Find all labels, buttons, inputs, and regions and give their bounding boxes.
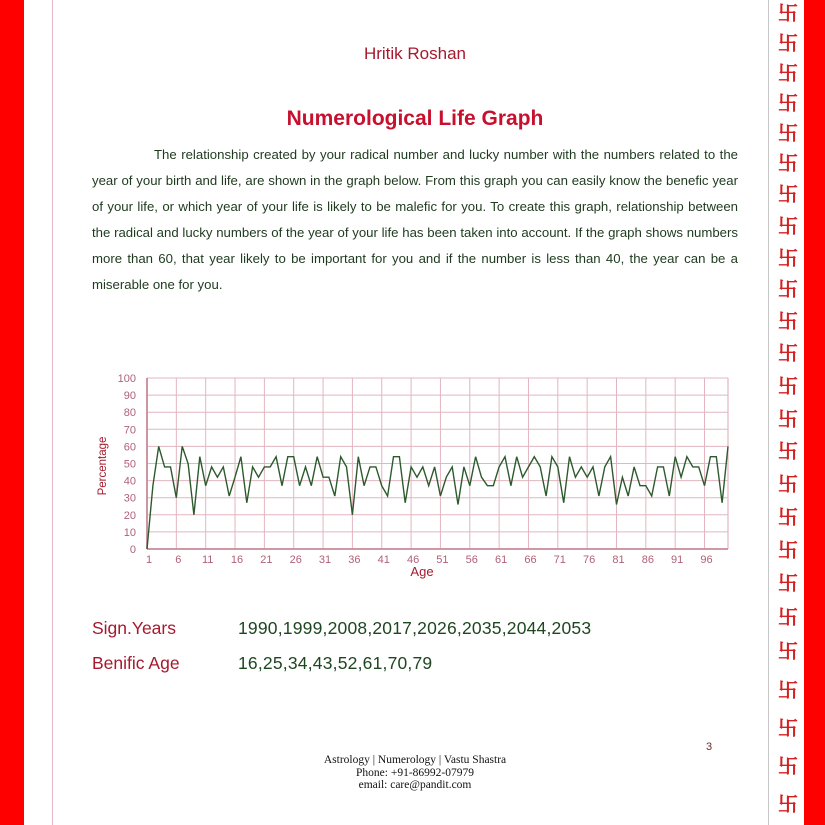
x-tick-label: 26 [289, 554, 302, 566]
x-tick-label: 56 [465, 554, 478, 566]
swastika-icon: 卐 [778, 439, 798, 463]
x-tick-label: 96 [700, 554, 713, 566]
y-tick-label: 40 [123, 475, 136, 488]
footer-phone: Phone: +91-86992-07979 [356, 766, 474, 779]
x-tick-label: 66 [524, 554, 537, 566]
swastika-icon: 卐 [778, 31, 798, 55]
swastika-icon: 卐 [778, 716, 798, 740]
footer-email: email: care@pandit.com [358, 779, 472, 791]
page-number: 3 [706, 741, 713, 753]
y-axis-title: Percentage [97, 436, 109, 496]
x-tick-label: 1 [145, 554, 153, 566]
y-tick-label: 60 [123, 441, 136, 454]
swastika-icon: 卐 [778, 678, 798, 702]
swastika-icon: 卐 [778, 182, 798, 206]
x-tick-label: 61 [494, 554, 508, 566]
swastika-icon: 卐 [778, 505, 798, 529]
swastika-icon: 卐 [778, 309, 798, 333]
x-tick-label: 81 [612, 554, 625, 566]
swastika-icon: 卐 [778, 605, 798, 629]
x-tick-label: 6 [175, 554, 182, 566]
swastika-icon: 卐 [778, 277, 798, 301]
swastika-icon: 卐 [778, 407, 798, 431]
y-tick-label: 100 [117, 373, 136, 385]
benific-age-value: 16,25,34,43,52,61,70,79 [238, 653, 433, 673]
data-line [147, 446, 728, 549]
swastika-icon: 卐 [778, 472, 798, 496]
x-tick-label: 71 [553, 554, 566, 566]
x-tick-label: 11 [201, 554, 214, 566]
x-tick-label: 41 [377, 554, 390, 566]
y-tick-label: 80 [123, 407, 136, 420]
x-tick-label: 36 [348, 554, 361, 566]
swastika-icon: 卐 [778, 538, 798, 562]
intro-paragraph: The relationship created by your radical number and lucky number with the numbers related to the year of your birth and life, are shown in the graph below. From this graph you can easily know the benefic year of your life, or which year of your life is likely to be malefic for you. To create this graph, relationship between the radical and lucky numbers of the year of your life has been taken into account. If the graph shows numbers more than 60, that year likely to be important for you and if the number is less than 40, the year can be a miserable one for you. [92, 147, 738, 292]
swastika-icon: 卐 [778, 639, 798, 663]
x-tick-label: 86 [641, 554, 654, 566]
swastika-icon: 卐 [778, 61, 798, 85]
benific-age-label: Benific Age [92, 653, 180, 673]
sign-years-label: Sign.Years [92, 618, 176, 638]
swastika-icon: 卐 [778, 341, 798, 365]
swastika-icon: 卐 [778, 214, 798, 238]
swastika-icon: 卐 [778, 91, 798, 115]
footer [0, 754, 825, 792]
y-tick-label: 0 [129, 544, 136, 556]
x-tick-label: 76 [583, 554, 596, 566]
swastika-icon: 卐 [778, 121, 798, 145]
swastika-icon: 卐 [778, 754, 798, 778]
swastika-icon: 卐 [778, 374, 798, 398]
footer-services: Astrology | Numerology | Vastu Shastra [323, 754, 507, 766]
swastika-icon: 卐 [778, 246, 798, 270]
sign-years-value: 1990,1999,2008,2017,2026,2035,2044,2053 [238, 618, 592, 638]
x-tick-label: 31 [318, 554, 332, 566]
y-tick-label: 90 [123, 390, 136, 403]
x-axis-title: Age [410, 564, 434, 579]
y-tick-label: 10 [123, 526, 136, 539]
y-tick-label: 20 [123, 509, 136, 522]
page-title: Numerological Life Graph [286, 107, 544, 130]
swastika-icon: 卐 [778, 151, 798, 175]
author-name: Hritik Roshan [363, 44, 467, 63]
y-tick-label: 50 [123, 458, 136, 471]
x-tick-label: 46 [406, 554, 420, 566]
swastika-icon: 卐 [778, 571, 798, 595]
y-tick-label: 70 [123, 424, 136, 437]
x-tick-label: 51 [436, 554, 449, 566]
y-tick-label: 30 [123, 492, 136, 505]
x-tick-label: 91 [671, 554, 684, 566]
x-tick-label: 16 [230, 554, 244, 566]
swastika-icon: 卐 [778, 792, 798, 816]
swastika-icon: 卐 [778, 1, 798, 25]
x-tick-label: 21 [260, 554, 273, 566]
